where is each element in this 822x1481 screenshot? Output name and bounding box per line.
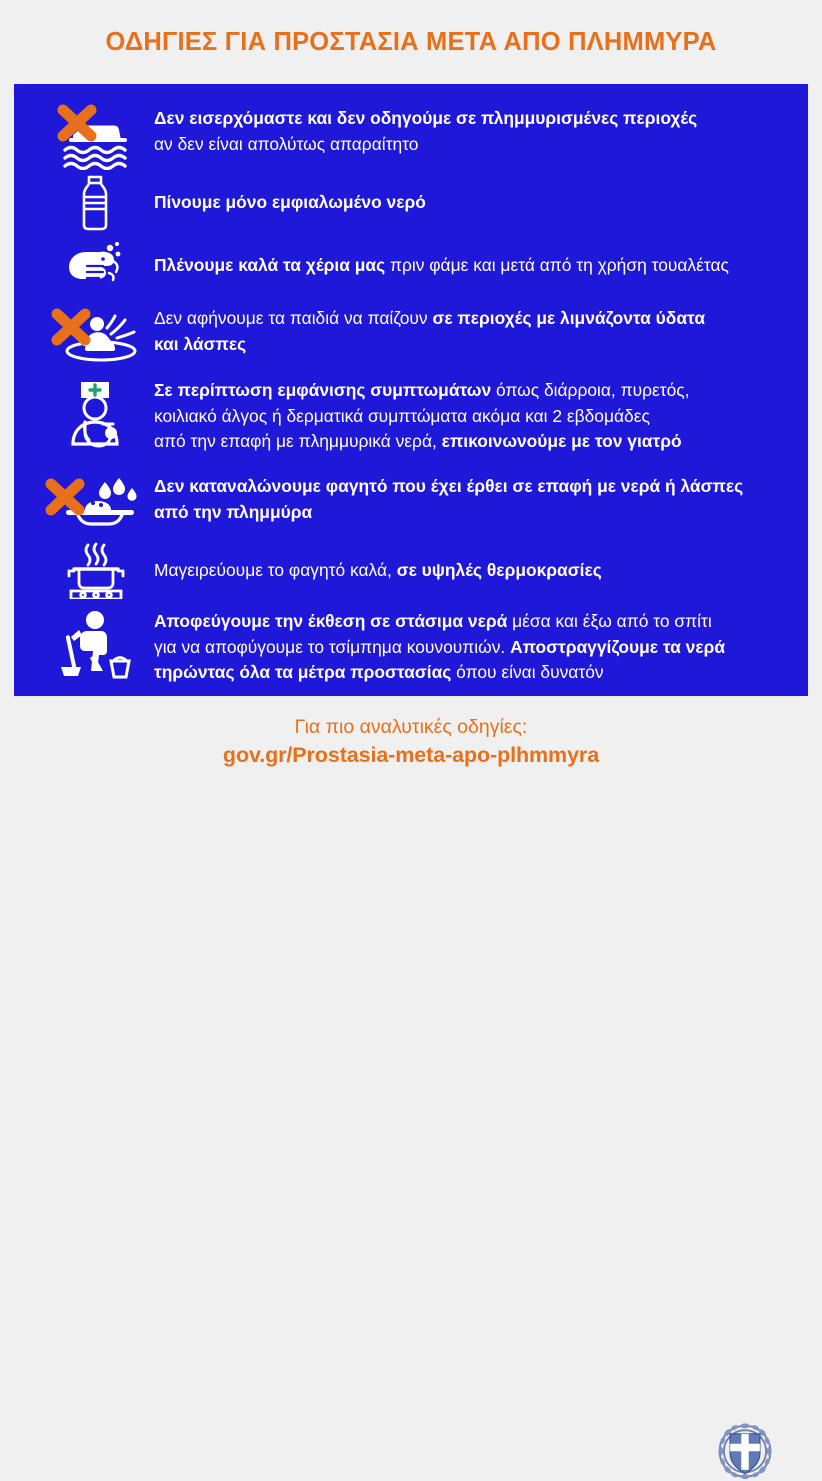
person-draining-water-icon [36, 607, 154, 683]
guideline-item [36, 296, 790, 368]
child-playing-in-puddle-prohibited-icon [36, 304, 154, 364]
guideline-text: Μαγειρεύουμε το φαγητό καλά, σε υψηλές θερμοκρασίες [154, 560, 602, 581]
contaminated-food-plate-prohibited-icon [36, 472, 154, 534]
guideline-text: Δεν εισερχόμαστε και δεν οδηγούμε σε πλημμυρισμένες περιοχές αν δεν είναι απολύτως απαραίτητο [154, 108, 698, 154]
cooking-pot-on-stove-icon [36, 541, 154, 599]
footer-intro: Για πιο αναλυτικές οδηγίες: [294, 716, 528, 738]
footer-text-block [0, 714, 822, 770]
footer-url[interactable]: gov.gr/Prostasia-meta-apo-plhmmyra [222, 743, 600, 767]
guideline-item [36, 234, 790, 296]
guideline-item [36, 368, 790, 464]
guideline-item [36, 92, 790, 170]
guideline-text: Αποφεύγουμε την έκθεση σε στάσιμα νερά μέσα και έξω από το σπίτι για να αποφύγουμε το τσίμπημα κουνουπιών. Αποστραγγίζουμε τα νερά τηρώντας όλα τα μέτρα προστασίας όπου είναι δυνατόν [154, 611, 726, 682]
header [0, 0, 822, 84]
guidelines-panel [14, 84, 808, 696]
car-in-flood-water-prohibited-icon [36, 104, 154, 170]
guideline-item [36, 464, 790, 539]
guideline-text: Δεν καταναλώνουμε φαγητό που έχει έρθει σε επαφή με νερά ή λάσπες από την πλημμύρα [154, 476, 744, 522]
guideline-item [36, 601, 790, 699]
guideline-item [36, 539, 790, 601]
handwashing-icon [36, 237, 154, 293]
page-title: ΟΔΗΓΙΕΣ ΓΙΑ ΠΡΟΣΤΑΣΙΑ ΜΕΤΑ ΑΠΟ ΠΛΗΜΜΥΡΑ [105, 27, 717, 56]
greek-republic-coat-of-arms [714, 1419, 776, 1481]
footer [0, 696, 822, 791]
guideline-text: Δεν αφήνουμε τα παιδιά να παίζουν σε περιοχές με λιμνάζοντα ύδατα και λάσπες [154, 308, 706, 354]
guideline-item [36, 170, 790, 234]
guideline-text: Πίνουμε μόνο εμφιαλωμένο νερό [154, 192, 426, 213]
guideline-text: Πλένουμε καλά τα χέρια μας πριν φάμε και μετά από τη χρήση τουαλέτας [154, 255, 729, 276]
doctor-with-stethoscope-icon [36, 376, 154, 448]
guideline-text: Σε περίπτωση εμφάνισης συμπτωμάτων όπως διάρροια, πυρετός, κοιλιακό άλγος ή δερματικά συμπτώματα ακόμα και 2 εβδομάδες από την επαφή με πλημμυρικά νερά, επικοινωνούμε με τον γιατρό [154, 380, 690, 451]
water-bottle-icon [36, 173, 154, 231]
